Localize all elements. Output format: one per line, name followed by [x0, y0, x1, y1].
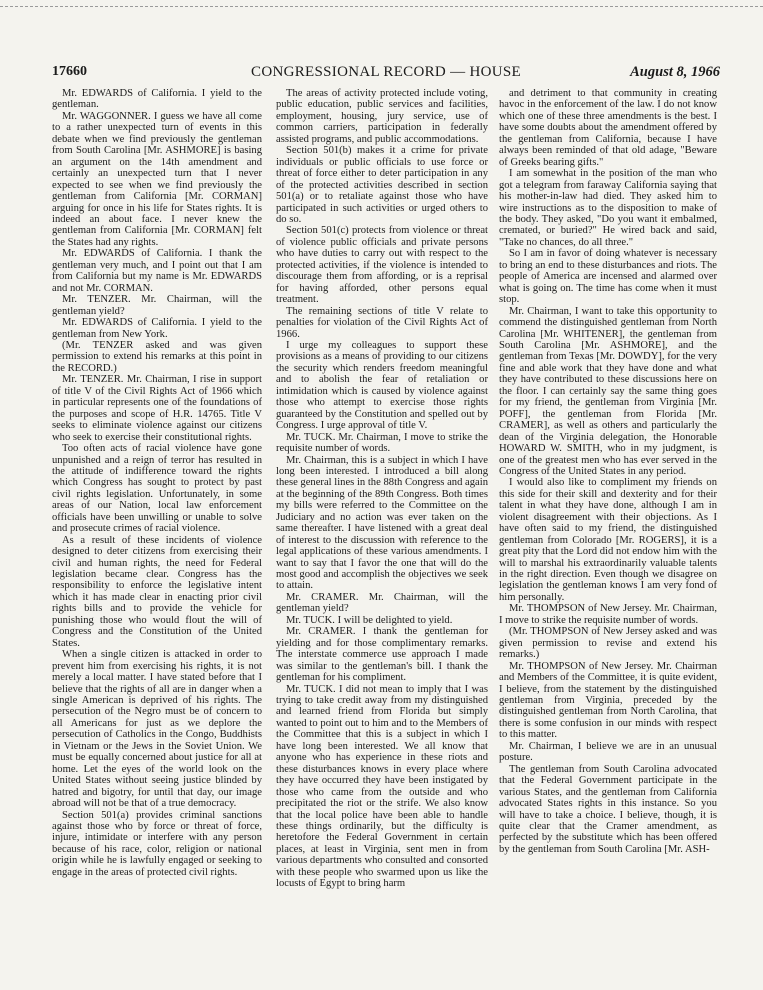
- paragraph: So I am in favor of doing whatever is necessary to bring an end to these disturbances and riots. The people of America are incensed and alarmed over what is going on. The time has come when it must stop.: [499, 248, 717, 306]
- paragraph: Mr. Chairman, I want to take this opportunity to commend the distinguished gentleman from North Carolina [Mr. WHITENER], the gentleman from South Carolina [Mr. ASHMORE], and the gentleman from Texas [Mr. DOWDY], for the very fine and able work that they have done and what they have contributed to these discussions here on the floor. I can certainly say the same thing goes for my friend, the gentleman from Virginia [Mr. POFF], the gentleman from Florida [Mr. CRAMER], as well as others and particularly the dean of the Virginia delegation, the Honorable HOWARD W. SMITH, who in my judgment, is one of the greatest men who has ever served in the Congress of the United States in any period.: [499, 305, 717, 477]
- paragraph: Mr. TENZER. Mr. Chairman, I rise in support of title V of the Civil Rights Act of 1966 which in particular represents one of the foundations of the purposes and scope of H.R. 14765. Title V seeks to eliminate violence against our citizens who seek to exercise their constitutional rights.: [52, 374, 262, 443]
- page-number: 17660: [52, 64, 87, 79]
- paragraph: I would also like to compliment my friends on this side for their skill and dexterity and for their talent in what they have done, although I am in violent disagreement with their objections. As I have often said to my friend, the distinguished gentleman from Colorado [Mr. ROGERS], it is a great pity that the Lord did not endow him with the will to marshal his extraordinarily valuable talents in the right direction. Even though we disagree on legislation the gentleman knows I am very fond of him personally.: [499, 477, 717, 603]
- paragraph: Mr. EDWARDS of California. I yield to the gentleman from New York.: [52, 317, 262, 340]
- paragraph: and detriment to that community in creating havoc in the enforcement of the law. I do not know which one of these three amendments is the best. I have some doubts about the amendment offered by the gentleman from California, because I have always been reminded of that old adage, "Beware of Greeks bearing gifts.": [499, 88, 717, 168]
- paragraph: Mr. TUCK. I did not mean to imply that I was trying to take credit away from my distinguished and learned friend from Florida but simply wanted to point out to him and to the Members of the Committee that this is a subject in which I have long been interested. We all know that anyone who has experience in these riots and these disturbances knows in every place where they have occurred they have been instigated by those who came from the outside and who precipitated the riot or the strife. We also know that the local police have been able to handle these things ordinarily, but the difficulty is heretofore the Federal Government in certain places, at least in Virginia, sent men in from various departments who consulted and consorted with these people who swarmed upon us like the locusts of Egypt to bring harm: [276, 683, 488, 890]
- paragraph: Mr. WAGGONNER. I guess we have all come to a rather unexpected turn of events in this debate when we find previously the gentleman from South Carolina [Mr. ASHMORE] is basing an argument on the 14th amendment and certainly an unexpected turn that I never expected to see when we find previously the gentleman from California [Mr. CORMAN] arguing for once in his life for States rights. It is indeed an about face. I never knew the gentleman from California [Mr. CORMAN] felt the States had any rights.: [52, 110, 262, 248]
- paragraph: The remaining sections of title V relate to penalties for violation of the Civil Rights Act of 1966.: [276, 305, 488, 340]
- paragraph: I am somewhat in the position of the man who got a telegram from faraway California saying that his mother-in-law had died. They asked him to wire instructions as to the disposition to make of the body. They asked, "Do you want it embalmed, cremated, or buried?" He wired back and said, "Take no chances, do all three.": [499, 168, 717, 248]
- text-column-2: [276, 88, 488, 978]
- paragraph: (Mr. TENZER asked and was given permission to extend his remarks at this point in the RECORD.): [52, 339, 262, 374]
- paragraph: Mr. TUCK. I will be delighted to yield.: [286, 614, 453, 626]
- paragraph: Mr. THOMPSON of New Jersey. Mr. Chairman and Members of the Committee, it is quite evident, I believe, from the statement by the distinguished gentleman from Virginia, preceded by the distinguished gentleman from North Carolina, that there is some confusion in our minds with respect to this matter.: [499, 660, 717, 741]
- paragraph: Section 501(b) makes it a crime for private individuals or public officials to use force or threat of force either to deter participation in any of the protected activities described in section 501(a) or to retaliate against those who have participated in such activities or urged others to do so.: [276, 145, 488, 225]
- paragraph: The areas of activity protected include voting, public education, public services and facilities, employment, housing, jury service, use of common carriers, participation in federally assisted programs, and public accommodations.: [276, 88, 488, 145]
- paragraph: Mr. EDWARDS of California. I thank the gentleman very much, and I point out that I am from California but my name is Mr. EDWARDS and not Mr. CORMAN.: [52, 248, 262, 294]
- text-column-3: [499, 88, 717, 978]
- issue-date: August 8, 1966: [630, 64, 720, 80]
- paragraph: As a result of these incidents of violence designed to deter citizens from exercising their civil and human rights, the need for Federal legislation became clear. Congress has the responsibility to enforce the legislative intent which it has made clear in enacting prior civil rights bills and to provide the vehicle for punishing those who would flout the will of Congress and the Constitution of the United States.: [52, 534, 262, 649]
- page-header: [52, 64, 720, 84]
- page-top-rule: [0, 6, 763, 7]
- paragraph: I urge my colleagues to support these provisions as a means of providing to our citizens the security which renders freedom meaningful and to abolish the fear of retaliation or intimidation which is caused by violence against those who attempt to exercise those rights guaranteed by the Constitution and spelled out by Congress. I urge approval of title V.: [276, 339, 488, 432]
- paragraph: Mr. CRAMER. I thank the gentleman for yielding and for those complimentary remarks. The interstate commerce use approach I made was similar to the gentleman's bill. I thank the gentleman for his compliment.: [276, 626, 488, 684]
- paragraph: Section 501(c) protects from violence or threat of violence public officials and private persons who have duties to carry out with respect to the protected activities, if the violence is intended to discourage them from affording, or is a reprisal for having afforded, other persons equal treatment.: [276, 225, 488, 306]
- paragraph: Mr. CRAMER. Mr. Chairman, will the gentleman yield?: [276, 591, 488, 615]
- paragraph: Mr. THOMPSON of New Jersey. Mr. Chairman, I move to strike the requisite number of words.: [499, 603, 717, 626]
- paragraph: Section 501(a) provides criminal sanctions against those who by force or threat of force, injure, intimidate or interfere with any person because of his race, color, religion or national origin while he is lawfully engaged or seeking to engage in the areas of protected civil rights.: [52, 809, 262, 878]
- paragraph: Mr. TENZER. Mr. Chairman, will the gentleman yield?: [52, 294, 262, 317]
- paragraph: Mr. Chairman, this is a subject in which I have long been interested. I introduced a bill along these general lines in the 88th Congress and again at the beginning of the 89th Congress. Both times my bills were referred to the Committee on the Judiciary and no action was ever taken on the same thereafter. I have listened with a great deal of interest to the discussion with reference to the legal applications of these various amendments. I want to say that I favor the one that will do the most good and accomplish the objectives we seek to attain.: [276, 454, 488, 592]
- publication-title: CONGRESSIONAL RECORD — HOUSE: [251, 64, 521, 80]
- paragraph: Mr. TUCK. Mr. Chairman, I move to strike the requisite number of words.: [276, 431, 488, 455]
- paragraph: (Mr. THOMPSON of New Jersey asked and was given permission to revise and extend his remarks.): [499, 626, 717, 661]
- text-column-1: [52, 88, 262, 978]
- paragraph: Mr. EDWARDS of California. I yield to the gentleman.: [52, 88, 262, 111]
- paragraph: Too often acts of racial violence have gone unpunished and a reign of terror has resulted in the attitude of indifference toward the rights which Congress has sought to protect by past civil rights legislation. Unfortunately, in some areas of our Nation, local law enforcement officials have been unwilling or unable to solve and prosecute crimes of racial violence.: [52, 443, 262, 535]
- paragraph: The gentleman from South Carolina advocated that the Federal Government participate in the various States, and the gentleman from California advocated States rights in this instance. So you will have to take a choice. I believe, though, it is quite clear that the Cramer amendment, as perfected by the substitute which has been offered by the gentleman from South Carolina [Mr. ASH-: [499, 763, 717, 855]
- paragraph: When a single citizen is attacked in order to prevent him from exercising his rights, it is not merely a local matter. I have stated before that I believe that the rights of all are in danger when a single American is deprived of his rights. The persecution of the Negro must be of concern to all Americans for just as we deplore the persecution of Catholics in the Congo, Buddhists in Vietnam or the Jews in the Soviet Union. We must be equally concerned about justice for all at home. Let the eyes of the world look on the United States without seeing justice blinded by hatred and bigotry, for until that day, our image abroad will not be that of a true democracy.: [52, 649, 262, 810]
- paragraph: Mr. Chairman, I believe we are in an unusual posture.: [499, 740, 717, 764]
